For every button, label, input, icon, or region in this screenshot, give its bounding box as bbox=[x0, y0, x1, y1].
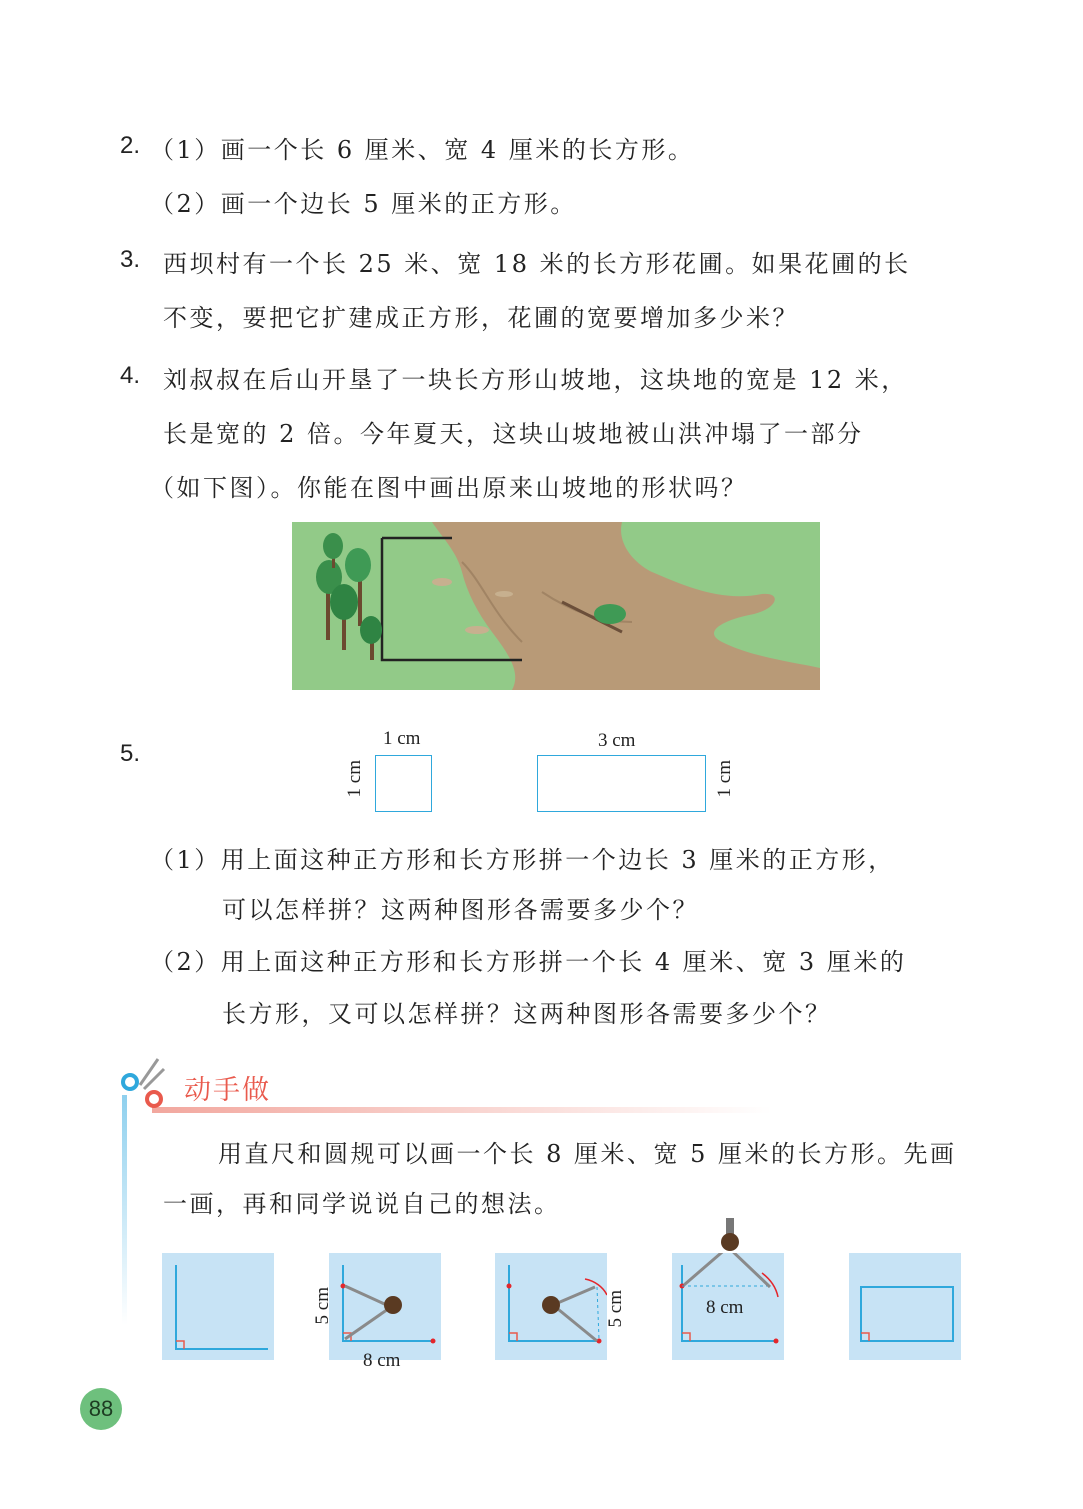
q3-line1: 西坝村有一个长 25 米、宽 18 米的长方形花圃。如果花圃的长 bbox=[163, 250, 911, 278]
activity-line1: 用直尺和圆规可以画一个长 8 厘米、宽 5 厘米的长方形。先画 bbox=[218, 1140, 957, 1168]
q3-number: 3. bbox=[120, 246, 141, 273]
q4-number: 4. bbox=[120, 362, 141, 389]
q5-part2-line2: 长方形，又可以怎样拼？这两种图形各需要多少个？ bbox=[222, 1000, 832, 1028]
step1-panel bbox=[162, 1253, 274, 1360]
q4-line1: 刘叔叔在后山开垦了一块长方形山坡地，这块地的宽是 12 米， bbox=[163, 366, 908, 394]
step5-panel bbox=[849, 1253, 961, 1360]
square-side-label: 1 cm bbox=[344, 760, 365, 798]
q5-part1-line1: （1）用上面这种正方形和长方形拼一个边长 3 厘米的正方形， bbox=[150, 846, 895, 874]
step2-side-label: 5 cm bbox=[312, 1287, 333, 1325]
step3-panel bbox=[495, 1253, 607, 1360]
activity-title: 动手做 bbox=[184, 1075, 271, 1106]
right-angle-guide-icon bbox=[162, 1253, 274, 1360]
step2-bottom-label: 8 cm bbox=[363, 1350, 401, 1371]
compass-head-icon bbox=[718, 1218, 742, 1258]
q4-line3: （如下图）。你能在图中画出原来山坡地的形状吗？ bbox=[150, 474, 748, 502]
rect-top-label: 3 cm bbox=[598, 730, 636, 751]
q2-part1: （1）画一个长 6 厘米、宽 4 厘米的长方形。 bbox=[150, 136, 695, 164]
step3-side-label: 5 cm bbox=[605, 1290, 626, 1328]
step4-label: 8 cm bbox=[706, 1297, 744, 1318]
q5-part2-line1: （2）用上面这种正方形和长方形拼一个长 4 厘米、宽 3 厘米的 bbox=[150, 948, 907, 976]
q3-line2: 不变，要把它扩建成正方形，花圃的宽要增加多少米？ bbox=[163, 304, 799, 332]
compass-measure-icon bbox=[329, 1253, 441, 1360]
step2-panel bbox=[329, 1253, 441, 1360]
page-number: 88 bbox=[80, 1388, 122, 1430]
unit-rectangle bbox=[537, 755, 706, 812]
compass-arc-icon bbox=[495, 1253, 607, 1360]
q4-line2: 长是宽的 2 倍。今年夏天，这块山坡地被山洪冲塌了一部分 bbox=[163, 420, 864, 448]
unit-square bbox=[375, 755, 432, 812]
q5-number: 5. bbox=[120, 740, 141, 767]
square-top-label: 1 cm bbox=[383, 728, 421, 749]
rect-side-label: 1 cm bbox=[714, 760, 735, 798]
activity-line2: 一画，再和同学说说自己的想法。 bbox=[163, 1190, 561, 1218]
q2-part2: （2）画一个边长 5 厘米的正方形。 bbox=[150, 190, 577, 218]
q2-number: 2. bbox=[120, 132, 141, 159]
finished-rectangle-icon bbox=[849, 1253, 961, 1360]
q5-part1-line2: 可以怎样拼？这两种图形各需要多少个？ bbox=[222, 896, 699, 924]
hillside-illustration bbox=[292, 522, 820, 690]
